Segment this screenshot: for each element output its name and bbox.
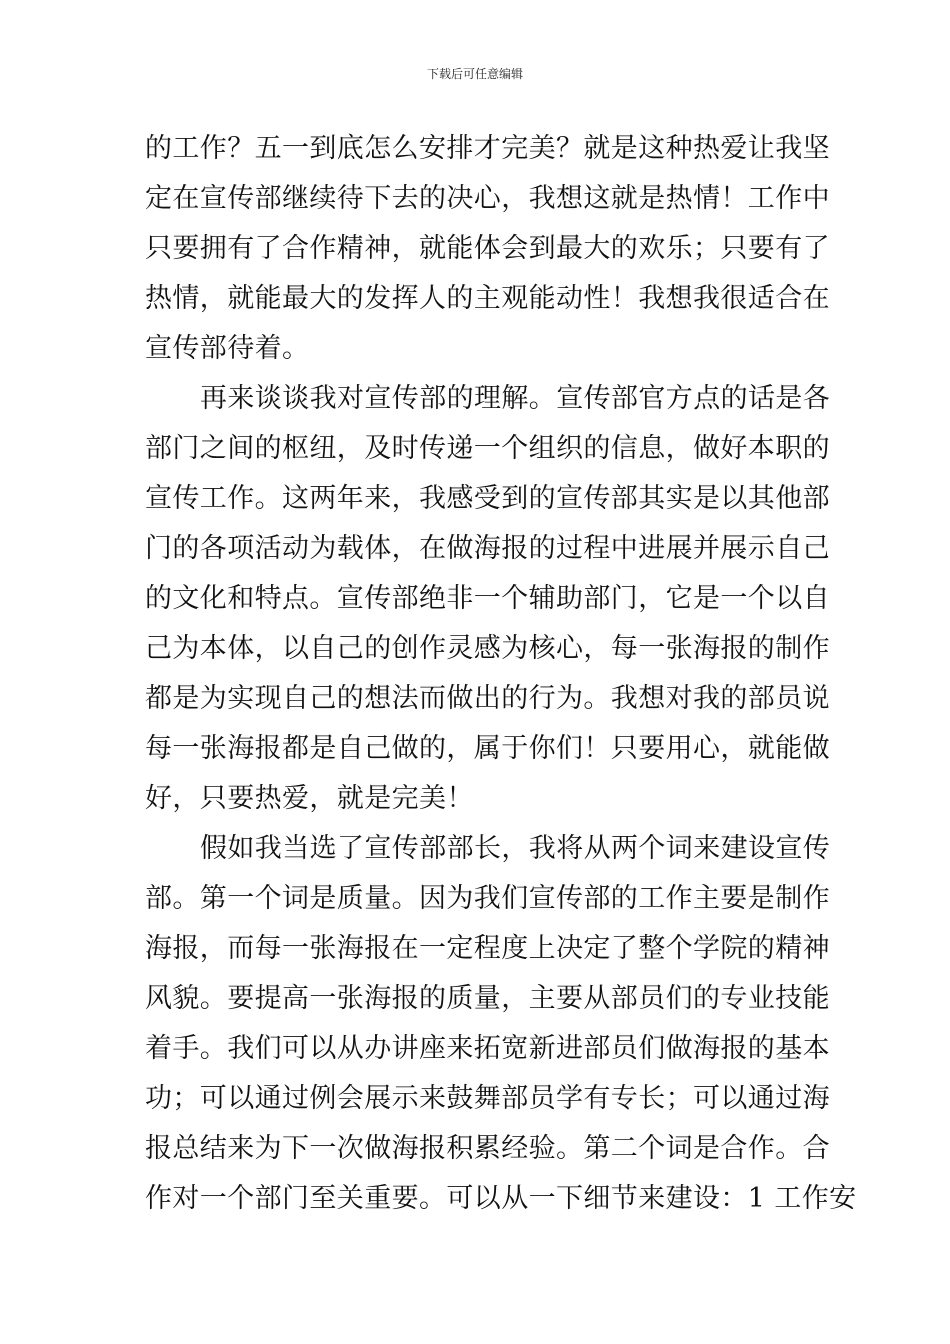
text-line: 都是为实现自己的想法而做出的行为。我想对我的部员说 xyxy=(145,683,830,714)
text-line: 风貌。要提高一张海报的质量，主要从部员们的专业技能 xyxy=(145,983,830,1014)
text-line: 热情，就能最大的发挥人的主观能动性！我想我很适合在 xyxy=(145,283,830,314)
page-header-note: 下载后可任意编辑 xyxy=(426,67,523,81)
text-line: 部。第一个词是质量。因为我们宣传部的工作主要是制作 xyxy=(145,883,830,914)
text-line: 宣传工作。这两年来，我感受到的宣传部其实是以其他部 xyxy=(145,483,830,514)
text-line: 只要拥有了合作精神，就能体会到最大的欢乐；只要有了 xyxy=(145,233,830,264)
text-line: 假如我当选了宣传部部长，我将从两个词来建设宣传 xyxy=(200,833,831,864)
text-line: 定在宣传部继续待下去的决心，我想这就是热情！工作中 xyxy=(145,183,830,214)
text-line: 每一张海报都是自己做的，属于你们！只要用心，就能做 xyxy=(145,733,830,764)
text-line: 己为本体，以自己的创作灵感为核心，每一张海报的制作 xyxy=(145,633,830,664)
text-line: 海报，而每一张海报在一定程度上决定了整个学院的精神 xyxy=(145,933,830,964)
text-line: 的工作？五一到底怎么安排才完美？就是这种热爱让我坚 xyxy=(145,133,830,164)
text-line: 功；可以通过例会展示来鼓舞部员学有专长；可以通过海 xyxy=(145,1083,830,1114)
text-line: 门的各项活动为载体，在做海报的过程中进展并展示自己 xyxy=(145,533,830,564)
text-line: 好，只要热爱，就是完美！ xyxy=(145,783,474,814)
text-line: 作对一个部门至关重要。可以从一下细节来建设：1 工作安 xyxy=(145,1183,857,1214)
text-line: 报总结来为下一次做海报积累经验。第二个词是合作。合 xyxy=(145,1133,830,1164)
text-line: 部门之间的枢纽，及时传递一个组织的信息，做好本职的 xyxy=(145,433,830,464)
text-line: 再来谈谈我对宣传部的理解。宣传部官方点的话是各 xyxy=(200,383,831,414)
paragraph xyxy=(145,824,857,1224)
paragraph xyxy=(145,374,831,824)
text-line: 宣传部待着。 xyxy=(145,333,310,364)
text-line: 的文化和特点。宣传部绝非一个辅助部门，它是一个以自 xyxy=(145,583,830,614)
document-body xyxy=(145,124,857,1224)
paragraph xyxy=(145,124,830,374)
text-line: 着手。我们可以从办讲座来拓宽新进部员们做海报的基本 xyxy=(145,1033,830,1064)
